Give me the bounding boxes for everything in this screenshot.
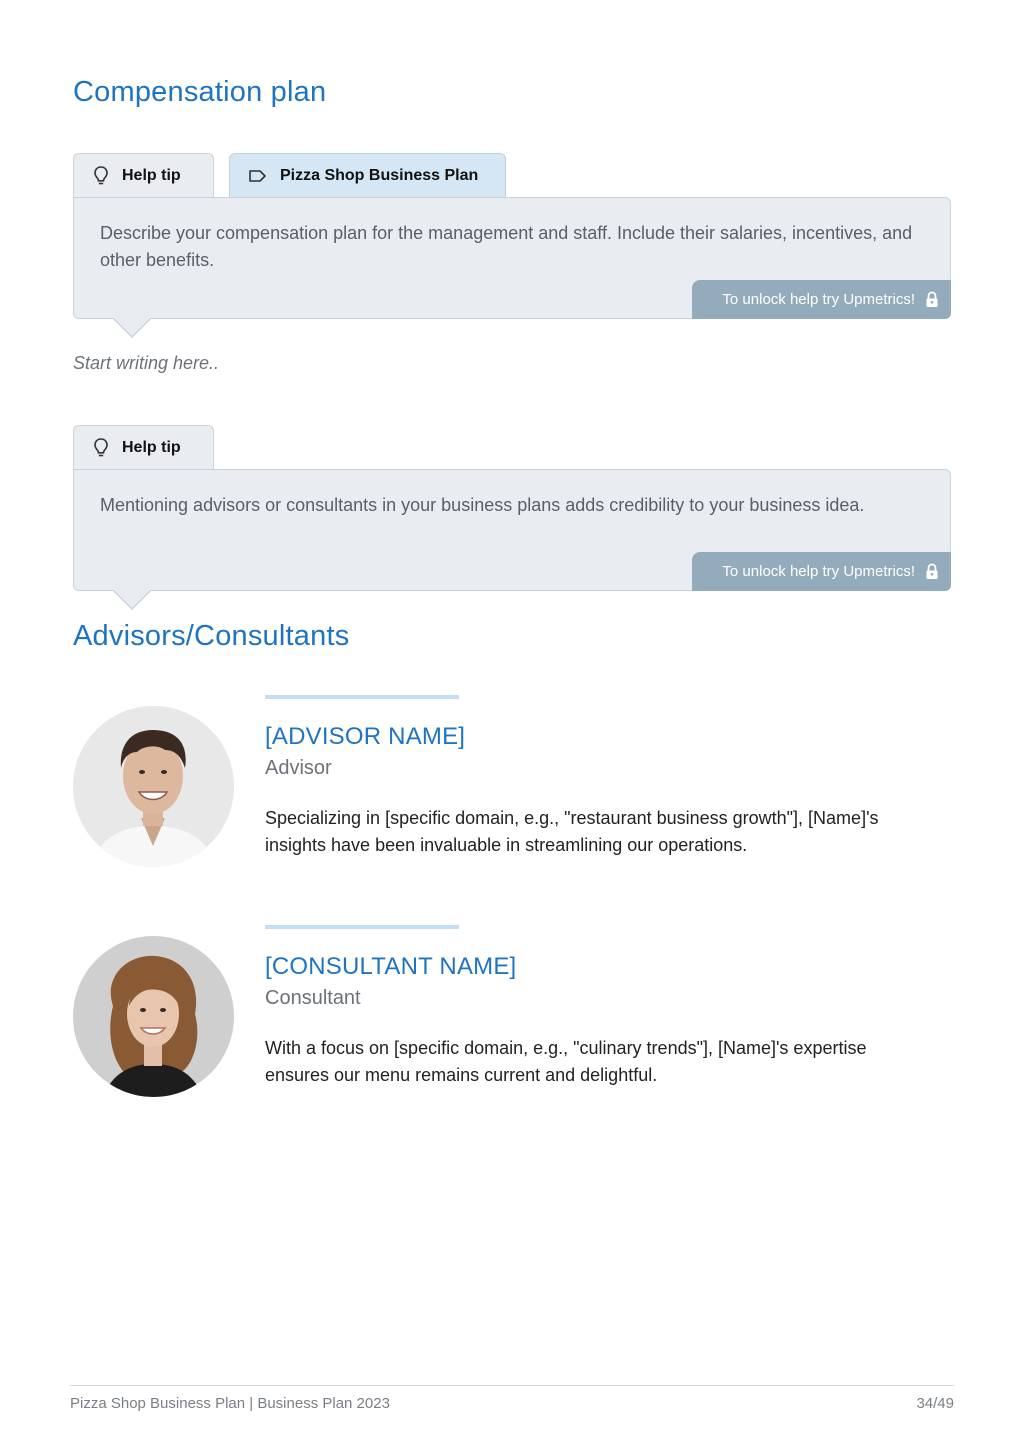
consultant-role: Consultant <box>265 987 361 1009</box>
tab-help-tip[interactable] <box>73 153 214 198</box>
tip-box <box>73 197 951 319</box>
lightbulb-icon <box>92 437 110 459</box>
lock-icon <box>925 291 939 308</box>
tag-icon <box>248 168 268 184</box>
footer-document-title: Pizza Shop Business Plan | Business Plan 2023 <box>70 1395 390 1412</box>
footer-divider <box>70 1385 954 1386</box>
unlock-label: To unlock help try Upmetrics! <box>722 563 915 580</box>
unlock-label: To unlock help try Upmetrics! <box>722 291 915 308</box>
name-rule <box>265 695 459 699</box>
advisor-card <box>73 695 951 865</box>
lock-icon <box>925 563 939 580</box>
tab-help-tip-label: Help tip <box>122 439 181 456</box>
writing-placeholder[interactable]: Start writing here.. <box>73 353 220 373</box>
advisor-avatar <box>73 706 234 867</box>
callout-pointer-fill <box>113 589 151 608</box>
advisor-name: [ADVISOR NAME] <box>265 723 466 750</box>
lightbulb-icon <box>92 165 110 187</box>
tab-pizza-shop-business-plan[interactable] <box>229 153 506 198</box>
consultant-bio: With a focus on [specific domain, e.g., "culinary trends"], [Name]'s expertise ensures our menu remains current and delightful. <box>265 1038 867 1085</box>
advisor-role: Advisor <box>265 757 332 779</box>
section-title-advisors: Advisors/Consultants <box>73 620 350 652</box>
consultant-avatar <box>73 936 234 1097</box>
footer-page-number: 34/49 <box>916 1395 954 1412</box>
tab-help-tip[interactable] <box>73 425 214 470</box>
callout-pointer-fill <box>113 317 151 336</box>
unlock-upmetrics-button[interactable] <box>692 280 951 319</box>
tab-pizza-shop-label: Pizza Shop Business Plan <box>280 167 479 184</box>
tab-help-tip-label: Help tip <box>122 167 181 184</box>
consultant-name: [CONSULTANT NAME] <box>265 953 517 980</box>
help-tip-panel-advisors <box>73 425 951 591</box>
tip-tabs <box>73 425 951 469</box>
consultant-card <box>73 925 951 1095</box>
unlock-upmetrics-button[interactable] <box>692 552 951 591</box>
advisor-bio: Specializing in [specific domain, e.g., "restaurant business growth"], [Name]'s insights have been invaluable in streamlining our operations. <box>265 808 879 855</box>
tip-box <box>73 469 951 591</box>
tip-text: Mentioning advisors or consultants in your business plans adds credibility to your business idea. <box>100 495 865 515</box>
tip-tabs <box>73 153 951 197</box>
tip-text: Describe your compensation plan for the management and staff. Include their salaries, incentives, and other benefits. <box>100 223 913 270</box>
section-title-compensation: Compensation plan <box>73 76 327 108</box>
help-tip-panel-compensation <box>73 153 951 319</box>
name-rule <box>265 925 459 929</box>
